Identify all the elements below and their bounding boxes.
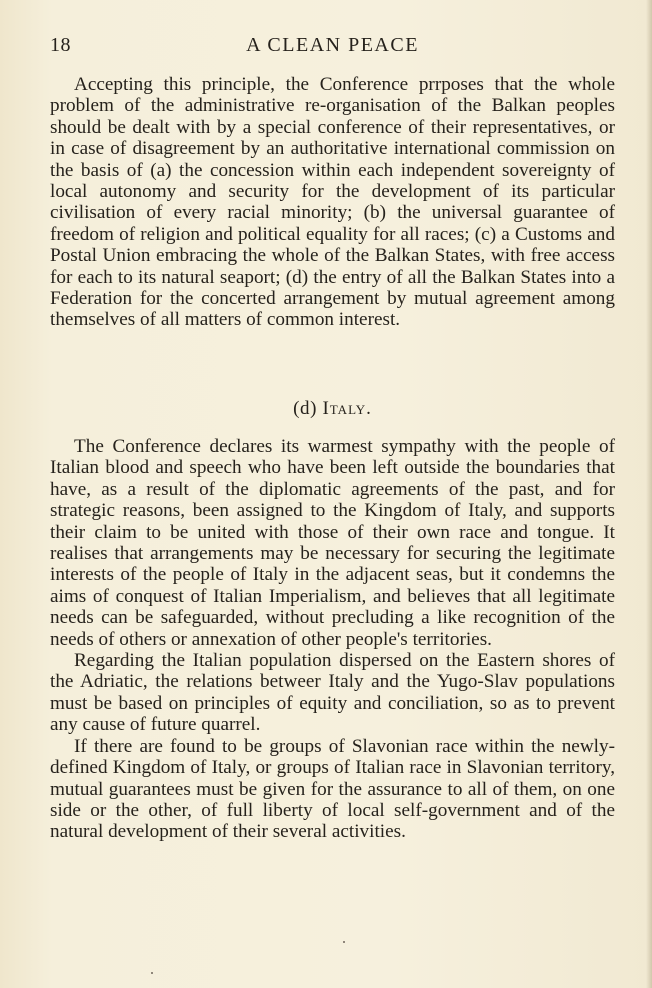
page-number: 18 (50, 34, 71, 56)
section-heading-italy (50, 398, 615, 420)
paragraph: Accepting this principle, the Conference prrposes that the whole problem of the administrative re-organisation of the Balkan peoples should be dealt with by a special conference of their representatives, or in case of disagreement by an authoritative international commission on the basis of (a) the concession within each independent sovereignty of local autonomy and security for the development of its particular civilisation of every racial minority; (b) the universal guarantee of freedom of religion and political equality for all races; (c) a Customs and Postal Union embracing the whole of the Balkan States, with free access for each to its natural seaport; (d) the entry of all the Balkan States into a Federation for the concerted arrangement by mutual agreement among themselves of all matters of common interest. (50, 74, 615, 331)
paragraph: The Conference declares its warmest sympathy with the people of Italian blood and speech who have been left outside the boundaries that have, as a result of the diplomatic agreements of the past, and for strategic reasons, been assigned to the Kingdom of Italy, and supports their claim to be united with those of their own race and tongue. It realises that arrangements may be necessary for securing the legitimate interests of the people of Italy in the adjacent seas, but it condemns the aims of conquest of Italian Imperialism, and believes that all legitimate needs can be safeguarded, without precluding a like recognition of the needs of others or annexation of other people's territories. (50, 436, 615, 650)
page-edge-shadow (646, 0, 652, 988)
running-title: A CLEAN PEACE (246, 34, 419, 56)
balkans-section (50, 74, 615, 331)
paper-speck (151, 972, 153, 974)
paper-speck (343, 941, 345, 943)
paragraph: Regarding the Italian population dispersed on the Eastern shores of the Adriatic, the relations betweer Italy and the Yugo-Slav populations must be based on principles of equity and conciliation, so as to prevent any cause of future quarrel. (50, 650, 615, 736)
section-heading-title: Italy. (322, 398, 372, 419)
italy-section (50, 436, 615, 843)
paragraph: If there are found to be groups of Slavonian race within the newly-defined Kingdom of Italy, or groups of Italian race in Slavonian territory, mutual guarantees must be given for the assurance to all of them, on one side or the other, of full liberty of local self-government and of the natural development of their several activities. (50, 735, 615, 843)
section-heading-label: (d) (293, 398, 318, 419)
page-header (50, 34, 615, 60)
